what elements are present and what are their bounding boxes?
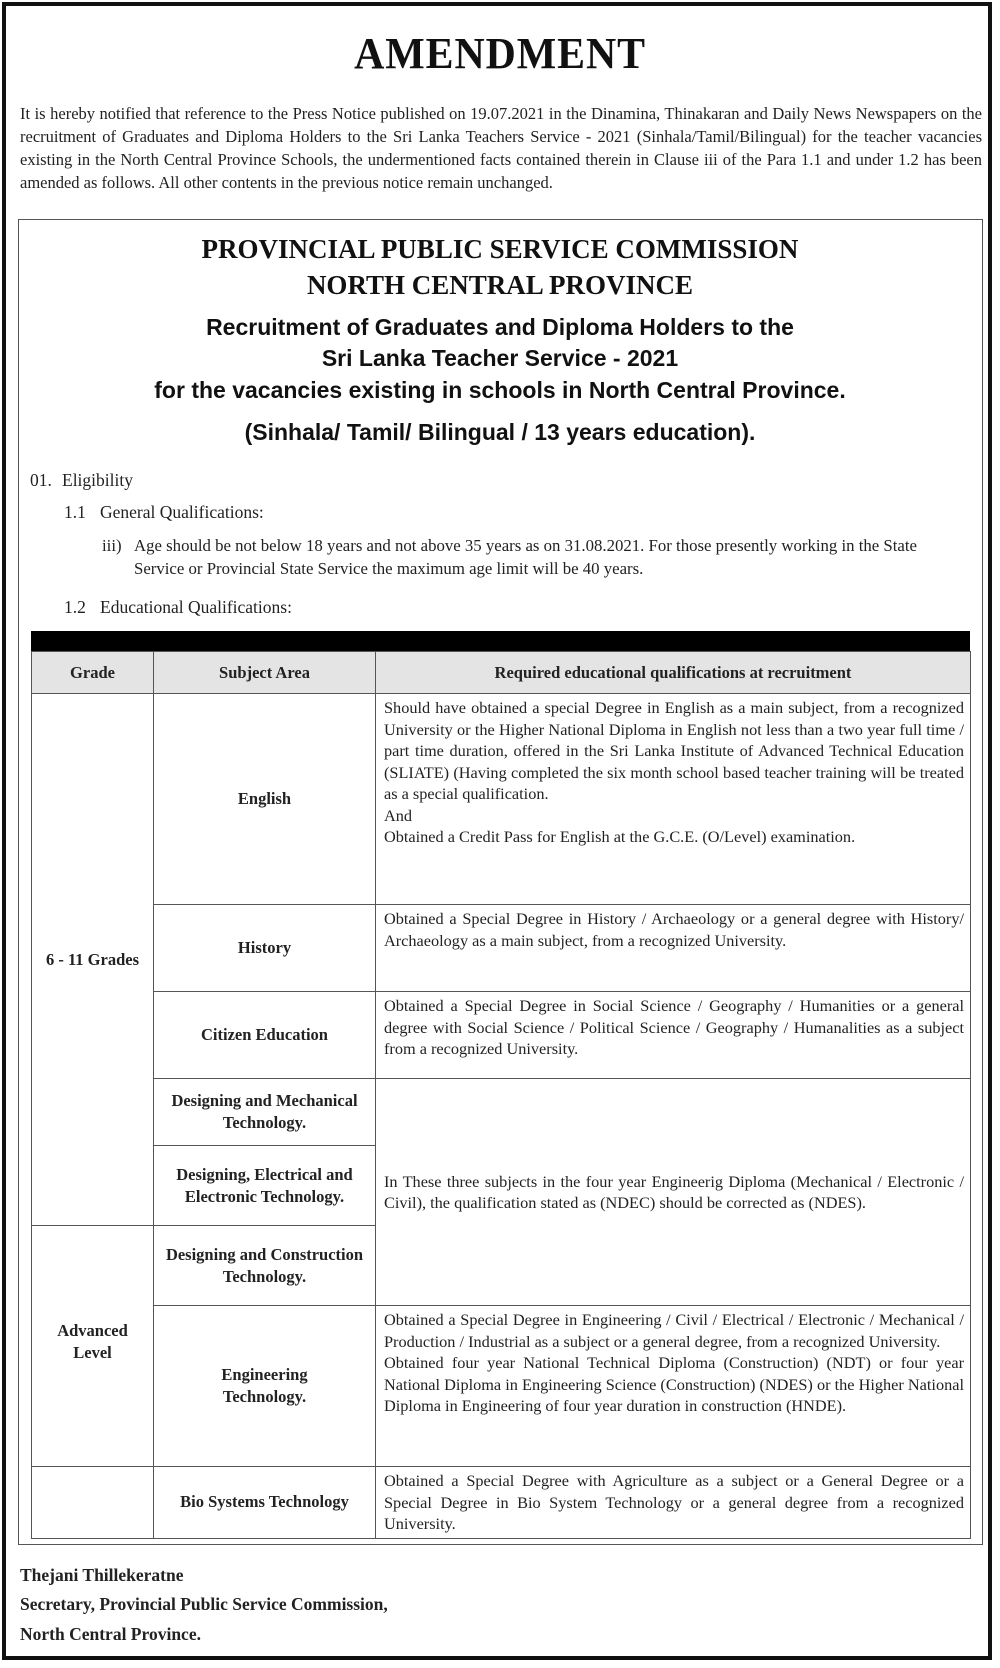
grade-cell-empty [32, 1467, 154, 1539]
header-required-qualifications: Required educational qualifications at recruitment [376, 652, 971, 694]
section-number: 1.2 [64, 597, 86, 617]
requirement-text: And [384, 805, 413, 825]
subject-cell: Designing and Mechanical Technology. [154, 1079, 376, 1146]
header-subject-area: Subject Area [154, 652, 376, 694]
recruitment-line-3: for the vacancies existing in schools in North Central Province. [154, 377, 846, 403]
notice-title: AMENDMENT [354, 29, 646, 78]
requirement-cell: Obtained a Special Degree with Agriculture as a subject or a General Degree or a Special Degree in Bio System Technology or a general degree from a recognized University. [376, 1467, 971, 1539]
technology-group-requirement-cell [376, 1079, 971, 1306]
subject-cell: Bio Systems Technology [154, 1467, 376, 1539]
table-header-row [32, 652, 971, 694]
subject-cell: Engineering Technology. [154, 1306, 376, 1467]
signatory-title: Secretary, Provincial Public Service Commission, [20, 1594, 388, 1614]
requirement-text: Should have obtained a special Degree in English as a main subject, from a recognized University or the Higher National Diploma in English not less than a two year full time / part time duration, offered in the Sri Lanka Institute of Advanced Technical Education (SLIATE) (Having completed the six month school based teacher training will be treated as a special qualification. [384, 698, 964, 803]
clause-label: iii) [102, 536, 122, 555]
recruitment-line-2: Sri Lanka Teacher Service - 2021 [321, 345, 679, 371]
subject-cell: Designing and Construction Technology. [154, 1226, 376, 1306]
subject-cell: History [154, 905, 376, 992]
section-number: 01. [30, 470, 52, 490]
qualifications-table [31, 651, 971, 1539]
table-row [32, 694, 971, 905]
header-grade: Grade [32, 652, 154, 694]
table-row [32, 1467, 971, 1539]
section-label: Educational Qualifications: [100, 597, 292, 617]
recruitment-line-4: (Sinhala/ Tamil/ Bilingual / 13 years education). [244, 419, 756, 445]
requirement-text: Obtained a Credit Pass for English at the G.C.E. (O/Level) examination. [384, 827, 856, 846]
requirement-cell [376, 694, 971, 905]
recruitment-line-1: Recruitment of Graduates and Diploma Holders to the [206, 314, 794, 340]
org-name: PROVINCIAL PUBLIC SERVICE COMMISSION [201, 234, 799, 264]
section-label: Eligibility [62, 470, 133, 490]
table-row [32, 992, 971, 1079]
subject-cell: Designing, Electrical and Electronic Technology. [154, 1146, 376, 1226]
table-row [32, 1306, 971, 1467]
grade-cell: 6 - 11 Grades [32, 694, 154, 1226]
notice-intro: It is hereby notified that reference to the Press Notice published on 19.07.2021 in the Dinamina, Thinakaran and Daily News Newspapers on the recruitment of Graduates and Diploma Holders to the Sri Lanka Teachers Service - 2021 (Sinhala/Tamil/Bilingual) for the teacher vacancies existing in the North Central Province Schools, the undermentioned facts contained therein in Clause iii of the Para 1.1 and under 1.2 has been amended as follows. All other contents in the previous notice remain unchanged. [20, 104, 982, 192]
requirement-cell [376, 1306, 971, 1467]
section-number: 1.1 [64, 502, 86, 522]
table-top-bar [31, 631, 970, 651]
requirement-text: Obtained a Special Degree in Engineering / Civil / Electrical / Electronic / Mechanical / Production / Industrial as a subject or a general degree, from a recognized University. [384, 1310, 964, 1351]
subject-cell: English [154, 694, 376, 905]
requirement-cell: Obtained a Special Degree in History / Archaeology or a general degree with History/ Archaeology as a main subject, from a recognized University. [376, 905, 971, 992]
section-general-qualifications [64, 502, 264, 523]
table-row [32, 905, 971, 992]
signatory-name: Thejani Thillekeratne [20, 1565, 184, 1585]
section-label: General Qualifications: [100, 502, 264, 522]
subject-cell: Citizen Education [154, 992, 376, 1079]
org-province: NORTH CENTRAL PROVINCE [306, 270, 694, 300]
table-row [32, 1079, 971, 1146]
requirement-text: In These three subjects in the four year Engineerig Diploma (Mechanical / Electronic / Civil), the qualification stated as (NDEC) should be corrected as (NDES). [384, 1171, 964, 1212]
requirement-text: Obtained four year National Technical Diploma (Construction) (NDT) or four year National Diploma in Engineering Science (Construction) (NDES) or the Higher National Diploma in Engineering of four year duration in construction (HNDE). [384, 1353, 964, 1415]
section-eligibility [30, 470, 133, 491]
signatory-province: North Central Province. [20, 1624, 201, 1644]
grade-cell: Advanced Level [32, 1226, 154, 1467]
clause-text: Age should be not below 18 years and not above 35 years as on 31.08.2021. For those presently working in the State Service or Provincial State Service the maximum age limit will be 40 years. [134, 536, 917, 578]
requirement-cell: Obtained a Special Degree in Social Science / Geography / Humanities or a general degree with Social Science / Political Science / Geography / Humanalities as a subject from a recognized University. [376, 992, 971, 1079]
section-educational-qualifications [64, 597, 292, 618]
